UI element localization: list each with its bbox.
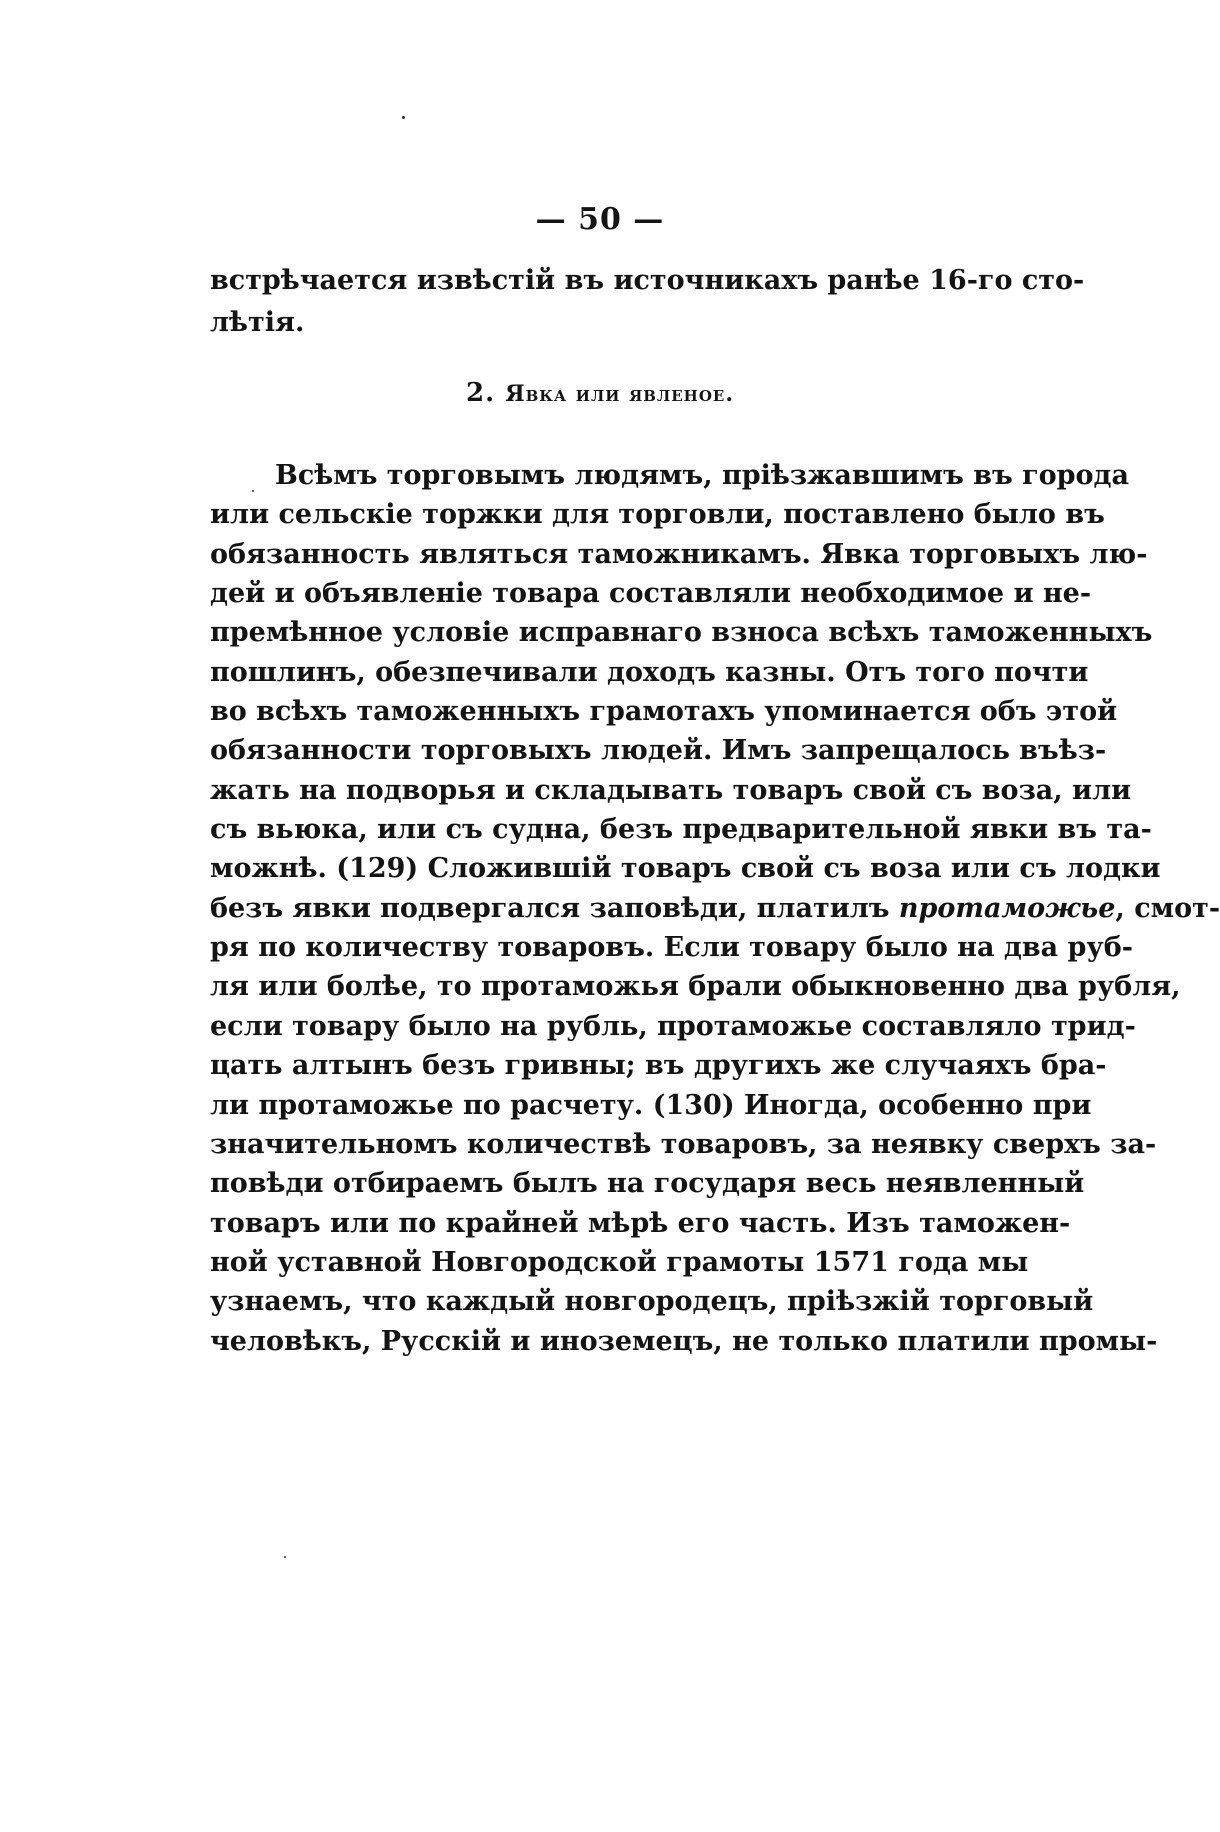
section-heading — [30, 378, 1170, 408]
text-line: ной уставной Новгородской грамоты 1571 года мы — [210, 1246, 1029, 1278]
text-line: встрѣчается извѣстій въ источникахъ ранѣе 16-го сто- — [210, 265, 1085, 296]
text-line: дей и объявленіе товара составляли необходимое и не- — [210, 578, 1092, 610]
text-line: товаръ или по крайней мѣрѣ его часть. Изъ таможен- — [210, 1207, 1071, 1239]
italic-term: протаможье — [898, 892, 1116, 924]
section-title: Явка или явленое. — [505, 381, 735, 407]
text-line: премѣнное условіе исправнаго взноса всѣхъ таможенныхъ — [210, 617, 1153, 649]
page-number: — 50 — — [535, 202, 665, 237]
body-paragraph — [210, 456, 1220, 1361]
text-line: человѣкъ, Русскій и иноземецъ, не только платили промы- — [210, 1325, 1158, 1357]
text-line: жать на подворья и складывать товаръ свой съ воза, или — [210, 774, 1132, 806]
text-line: ля или болѣе, то протаможья брали обыкновенно два рубля, — [210, 971, 1181, 1003]
text-line: съ вьюка, или съ судна, безъ предварительной явки въ та- — [210, 814, 1152, 846]
text-line: узнаемъ, что каждый новгородецъ, пріѣзжій торговый — [210, 1286, 1094, 1318]
print-speck — [402, 116, 405, 119]
text-line: можнѣ. (129) Сложившій товаръ свой съ воза или съ лодки — [210, 853, 1161, 885]
section-number: 2. — [465, 378, 496, 408]
text-line: пошлинъ, обезпечивали доходъ казны. Отъ того почти — [210, 656, 1089, 688]
text-line: повѣди отбираемъ былъ на государя весь неявленный — [210, 1168, 1085, 1200]
text-line: обязанности торговыхъ людей. Имъ запрещалось въѣз- — [210, 735, 1107, 767]
text-line: во всѣхъ таможенныхъ грамотахъ упоминается объ этой — [210, 696, 1118, 728]
text-line: ли протаможье по расчету. (130) Иногда, особенно при — [210, 1089, 1092, 1121]
text-line: безъ явки подвергался заповѣди, платилъ протаможье, смот- — [210, 892, 1220, 924]
text-line: значительномъ количествѣ товаровъ, за неявку сверхъ за- — [210, 1128, 1157, 1160]
print-speck — [284, 1556, 286, 1558]
text-line: если товару было на рубль, протаможье составляло трид- — [210, 1010, 1136, 1042]
text-line: обязанность являться таможникамъ. Явка торговыхъ лю- — [210, 538, 1148, 570]
text-line: или сельскіе торжки для торговли, поставлено было въ — [210, 499, 1105, 531]
carryover-text — [210, 260, 1085, 344]
text-line: Всѣмъ торговымъ людямъ, пріѣзжавшимъ въ города — [275, 460, 1130, 491]
text-line: лѣтія. — [210, 307, 305, 338]
text-line: цать алтынъ безъ гривны; въ другихъ же случаяхъ бра- — [210, 1050, 1107, 1082]
text-line: ря по количеству товаровъ. Если товару было на два руб- — [210, 932, 1133, 964]
